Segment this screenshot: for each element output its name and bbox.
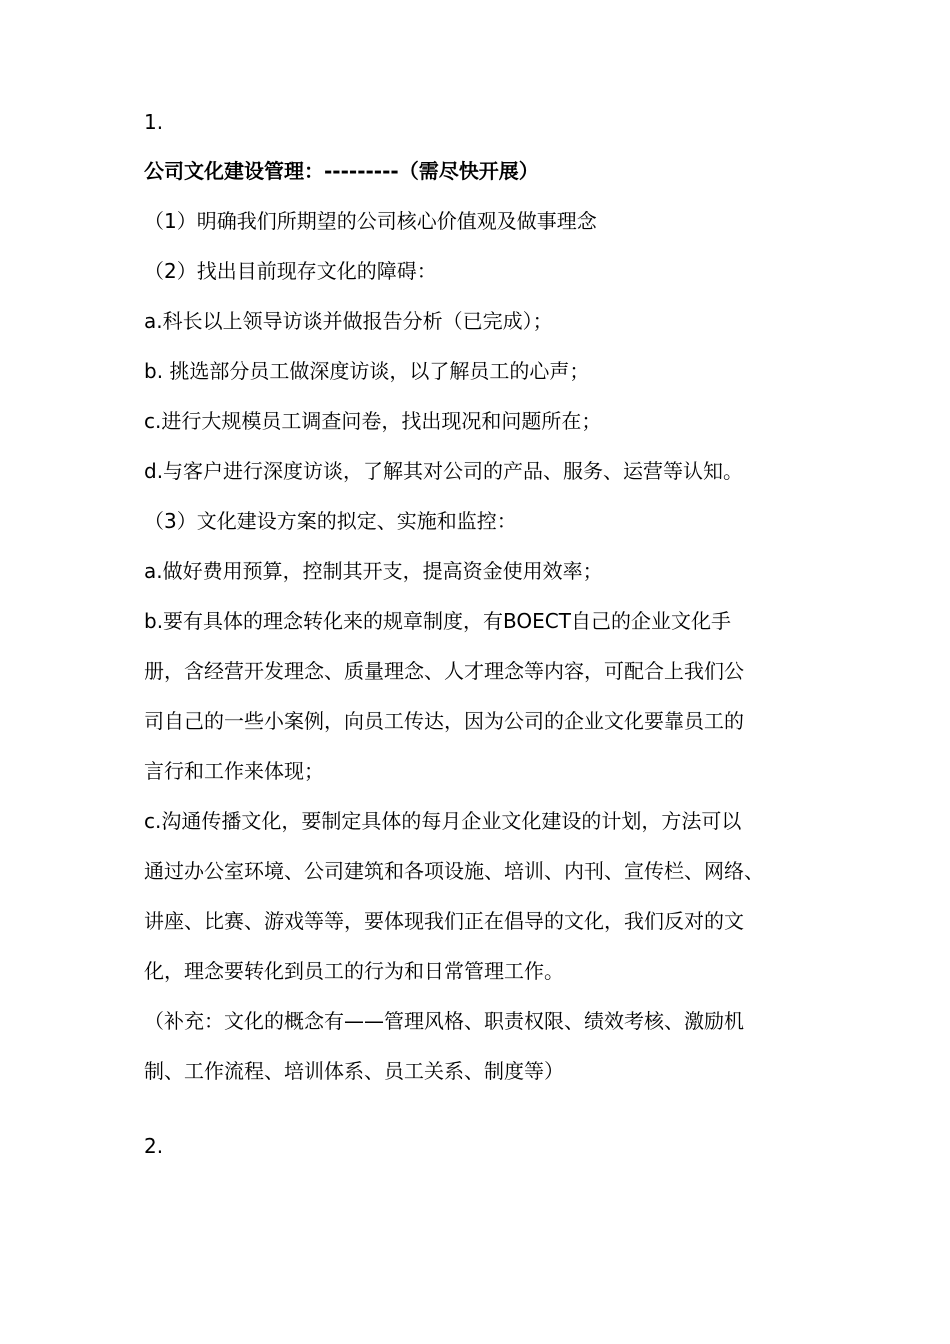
paragraph-line: （1）明确我们所期望的公司核心价值观及做事理念 [144,209,597,233]
paragraph-line: （2）找出目前现存文化的障碍： [144,259,437,283]
paragraph-line: b. 挑选部分员工做深度访谈，以了解员工的心声； [144,359,590,383]
paragraph-line: 言行和工作来体现； [144,759,324,783]
paragraph-line: a.做好费用预算，控制其开支，提高资金使用效率； [144,559,603,583]
paragraph-line: 通过办公室环境、公司建筑和各项设施、培训、内刊、宣传栏、网络、 [144,859,764,883]
paragraph-line: 册，含经营开发理念、质量理念、人才理念等内容，可配合上我们公 [144,659,744,683]
paragraph-line: 化，理念要转化到员工的行为和日常管理工作。 [144,959,564,983]
paragraph-line: b.要有具体的理念转化来的规章制度，有BOECT自己的企业文化手 [144,609,731,633]
paragraph-line: c.沟通传播文化，要制定具体的每月企业文化建设的计划，方法可以 [144,809,742,833]
section-heading: 公司文化建设管理：---------（需尽快开展） [144,159,539,183]
section-1-number: 1. [144,110,164,134]
paragraph-line: c.进行大规模员工调查问卷，找出现况和问题所在； [144,409,602,433]
paragraph-line: （3）文化建设方案的拟定、实施和监控： [144,509,517,533]
section-2-number: 2. [144,1134,164,1158]
paragraph-line: （补充：文化的概念有——管理风格、职责权限、绩效考核、激励机 [144,1009,744,1033]
paragraph-line: 司自己的一些小案例，向员工传达，因为公司的企业文化要靠员工的 [144,709,744,733]
paragraph-line: d.与客户进行深度访谈，了解其对公司的产品、服务、运营等认知。 [144,459,744,483]
paragraph-line: 讲座、比赛、游戏等等，要体现我们正在倡导的文化，我们反对的文 [144,909,744,933]
paragraph-line: 制、工作流程、培训体系、员工关系、制度等） [144,1059,564,1083]
paragraph-line: a.科长以上领导访谈并做报告分析（已完成）； [144,309,553,333]
